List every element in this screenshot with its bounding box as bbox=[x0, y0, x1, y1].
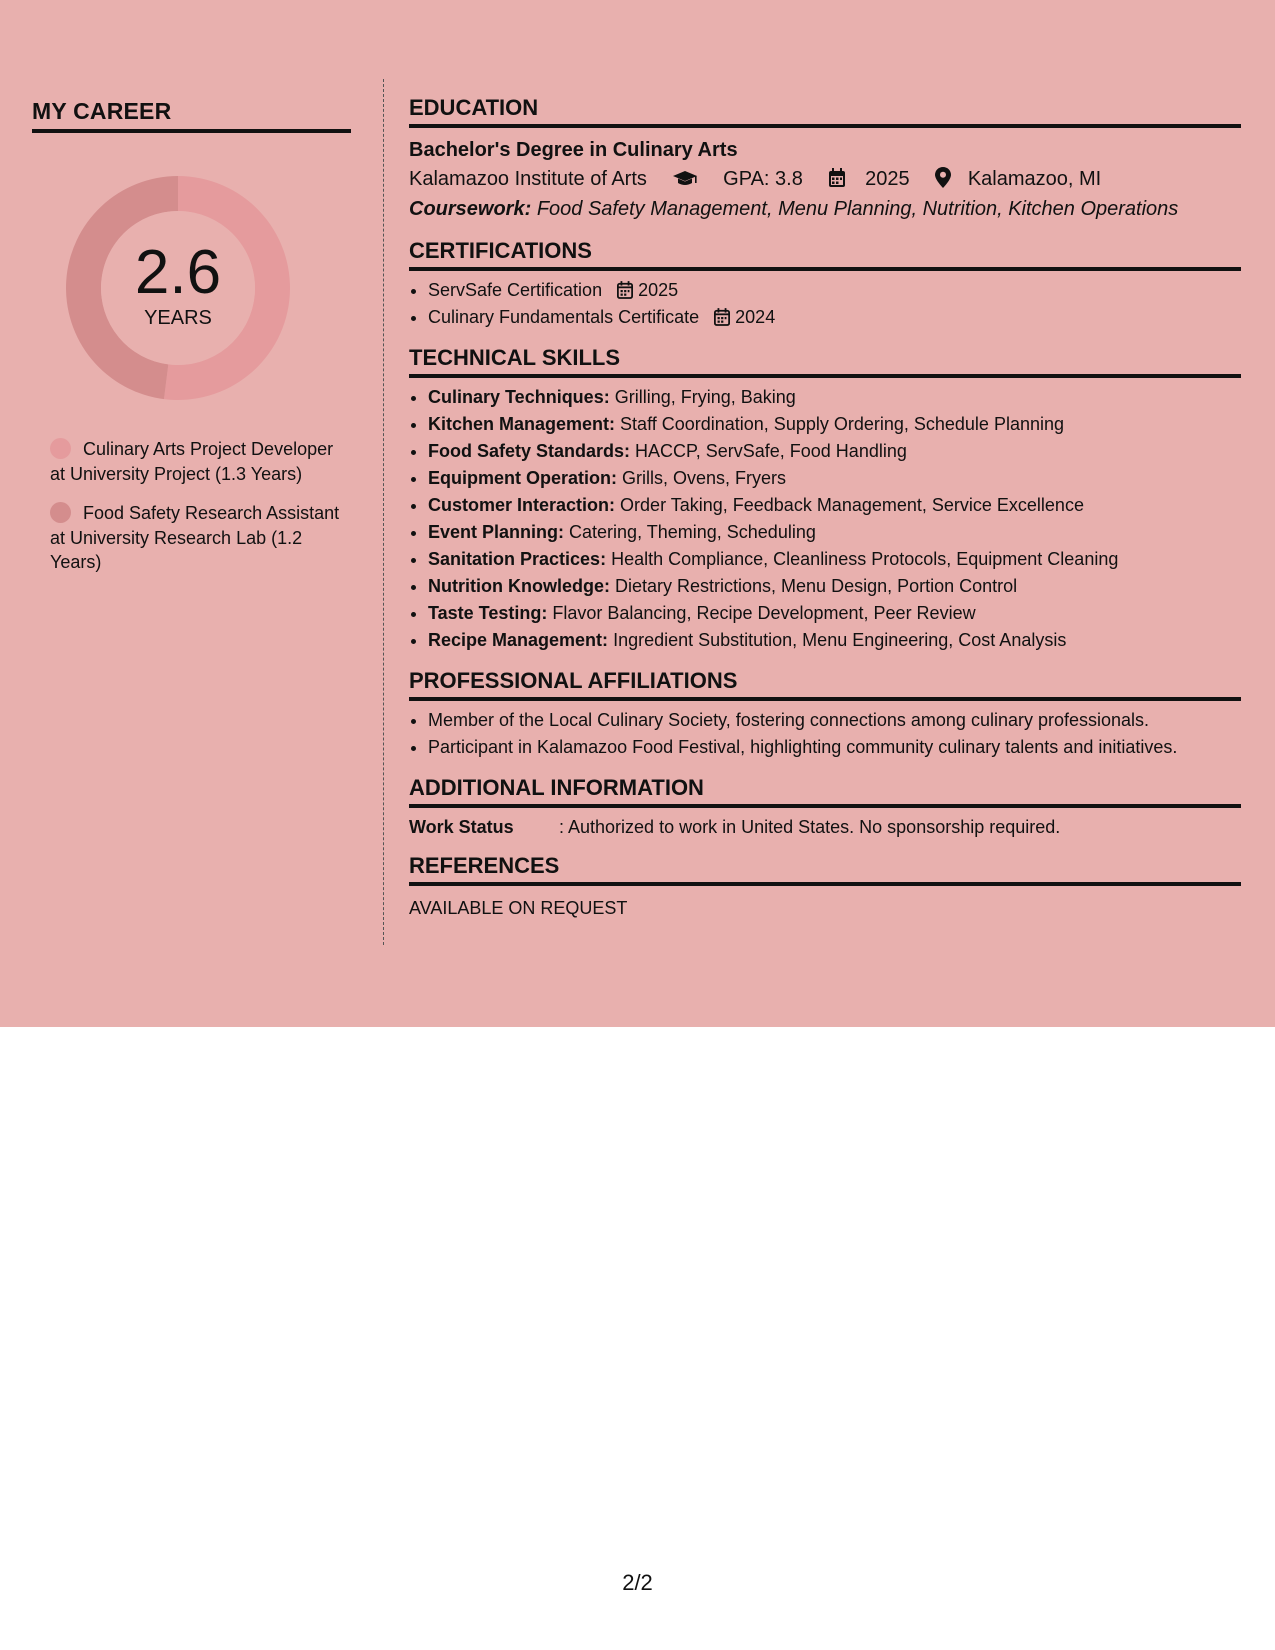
certifications-title: CERTIFICATIONS bbox=[409, 238, 1241, 271]
donut-center bbox=[66, 176, 290, 400]
skill-item bbox=[428, 546, 1241, 573]
skill-item bbox=[428, 519, 1241, 546]
degree-title: Bachelor's Degree in Culinary Arts bbox=[409, 139, 738, 161]
certification-item bbox=[428, 277, 1241, 304]
graduation-cap-icon bbox=[672, 170, 698, 188]
calendar-icon bbox=[714, 308, 730, 326]
skill-text: Health Compliance, Cleanliness Protocols, Equipment Cleaning bbox=[611, 549, 1119, 569]
legend-dot-icon bbox=[50, 438, 71, 459]
affiliation-item: • Member of the Local Culinary Society, fostering connections among culinary professionals. bbox=[428, 707, 1241, 734]
skill-label: Nutrition Knowledge: bbox=[428, 576, 610, 596]
skill-label: Culinary Techniques: bbox=[428, 387, 610, 407]
certification-year: 2024 bbox=[735, 307, 776, 327]
coursework-text: Food Safety Management, Menu Planning, Nutrition, Kitchen Operations bbox=[536, 198, 1179, 220]
skill-item bbox=[428, 465, 1241, 492]
skill-item bbox=[428, 438, 1241, 465]
resume-main bbox=[409, 95, 1241, 934]
certification-item bbox=[428, 304, 1241, 331]
gpa-value: GPA: 3.8 bbox=[723, 168, 803, 190]
skill-label: Customer Interaction: bbox=[428, 495, 616, 515]
references-text: AVAILABLE ON REQUEST bbox=[409, 898, 628, 918]
skill-text: Flavor Balancing, Recipe Development, Peer Review bbox=[552, 603, 976, 623]
skill-text: Dietary Restrictions, Menu Design, Portion Control bbox=[615, 576, 1018, 596]
skill-item bbox=[428, 411, 1241, 438]
skill-text: Catering, Theming, Scheduling bbox=[569, 522, 816, 542]
affiliations-section bbox=[409, 668, 1241, 761]
donut-total-value: 2.6 bbox=[134, 238, 222, 307]
institution-name: Kalamazoo Institute of Arts bbox=[409, 168, 647, 190]
donut-unit-label: YEARS bbox=[144, 307, 212, 329]
work-status-label: Work Status bbox=[409, 817, 514, 837]
education-location: Kalamazoo, MI bbox=[967, 168, 1102, 190]
legend-item-text: Culinary Arts Project Developer at University Project (1.3 Years) bbox=[50, 439, 334, 484]
certifications-list bbox=[409, 277, 1241, 331]
graduation-year: 2025 bbox=[865, 168, 910, 190]
skill-text: Ingredient Substitution, Menu Engineering, Cost Analysis bbox=[613, 630, 1067, 650]
affiliation-item: • Participant in Kalamazoo Food Festival, highlighting community culinary talents and initiatives. bbox=[428, 734, 1241, 761]
education-meta bbox=[409, 164, 1241, 194]
technical-skills-title: TECHNICAL SKILLS bbox=[409, 345, 1241, 378]
career-sidebar bbox=[32, 98, 351, 572]
certifications-section bbox=[409, 238, 1241, 331]
skill-text: Order Taking, Feedback Management, Service Excellence bbox=[620, 495, 1084, 515]
technical-skills-section bbox=[409, 345, 1241, 654]
skill-label: Food Safety Standards: bbox=[428, 441, 631, 461]
additional-info-section bbox=[409, 775, 1241, 839]
calendar-icon bbox=[828, 168, 846, 188]
career-title: MY CAREER bbox=[32, 98, 351, 133]
legend-item-text: Food Safety Research Assistant at University Research Lab (1.2 Years) bbox=[50, 503, 340, 572]
additional-info-title: ADDITIONAL INFORMATION bbox=[409, 775, 1241, 808]
certification-year: 2025 bbox=[638, 280, 679, 300]
career-legend bbox=[50, 437, 340, 590]
skill-label: Equipment Operation: bbox=[428, 468, 617, 488]
education-section bbox=[409, 95, 1241, 224]
skill-text: Grilling, Frying, Baking bbox=[614, 387, 796, 407]
legend-item bbox=[50, 437, 340, 486]
skill-label: Kitchen Management: bbox=[428, 414, 616, 434]
certification-name: Culinary Fundamentals Certificate bbox=[428, 307, 700, 327]
page-number: 2/2 bbox=[622, 1570, 653, 1595]
skill-item bbox=[428, 627, 1241, 654]
skill-text: Grills, Ovens, Fryers bbox=[622, 468, 787, 488]
work-status-text: : Authorized to work in United States. No sponsorship required. bbox=[559, 817, 1061, 837]
skill-text: Staff Coordination, Supply Ordering, Schedule Planning bbox=[620, 414, 1064, 434]
column-divider bbox=[383, 79, 384, 945]
legend-dot-icon bbox=[50, 502, 71, 523]
skill-item bbox=[428, 492, 1241, 519]
skill-item bbox=[428, 600, 1241, 627]
career-donut-chart bbox=[66, 176, 290, 400]
skill-text: HACCP, ServSafe, Food Handling bbox=[635, 441, 907, 461]
coursework bbox=[409, 194, 1241, 224]
skill-label: Event Planning: bbox=[428, 522, 565, 542]
calendar-icon bbox=[617, 281, 633, 299]
location-pin-icon bbox=[935, 167, 951, 188]
affiliations-title: PROFESSIONAL AFFILIATIONS bbox=[409, 668, 1241, 701]
skill-label: Taste Testing: bbox=[428, 603, 548, 623]
references-section bbox=[409, 853, 1241, 920]
education-title: EDUCATION bbox=[409, 95, 1241, 128]
skill-label: Recipe Management: bbox=[428, 630, 609, 650]
skill-item bbox=[428, 573, 1241, 600]
legend-item bbox=[50, 501, 340, 575]
skills-list bbox=[409, 384, 1241, 654]
work-status-row bbox=[409, 815, 1241, 839]
certification-name: ServSafe Certification bbox=[428, 280, 603, 300]
coursework-label: Coursework: bbox=[409, 198, 532, 220]
skill-label: Sanitation Practices: bbox=[428, 549, 607, 569]
skill-item bbox=[428, 384, 1241, 411]
affiliations-list bbox=[409, 707, 1241, 761]
references-title: REFERENCES bbox=[409, 853, 1241, 886]
